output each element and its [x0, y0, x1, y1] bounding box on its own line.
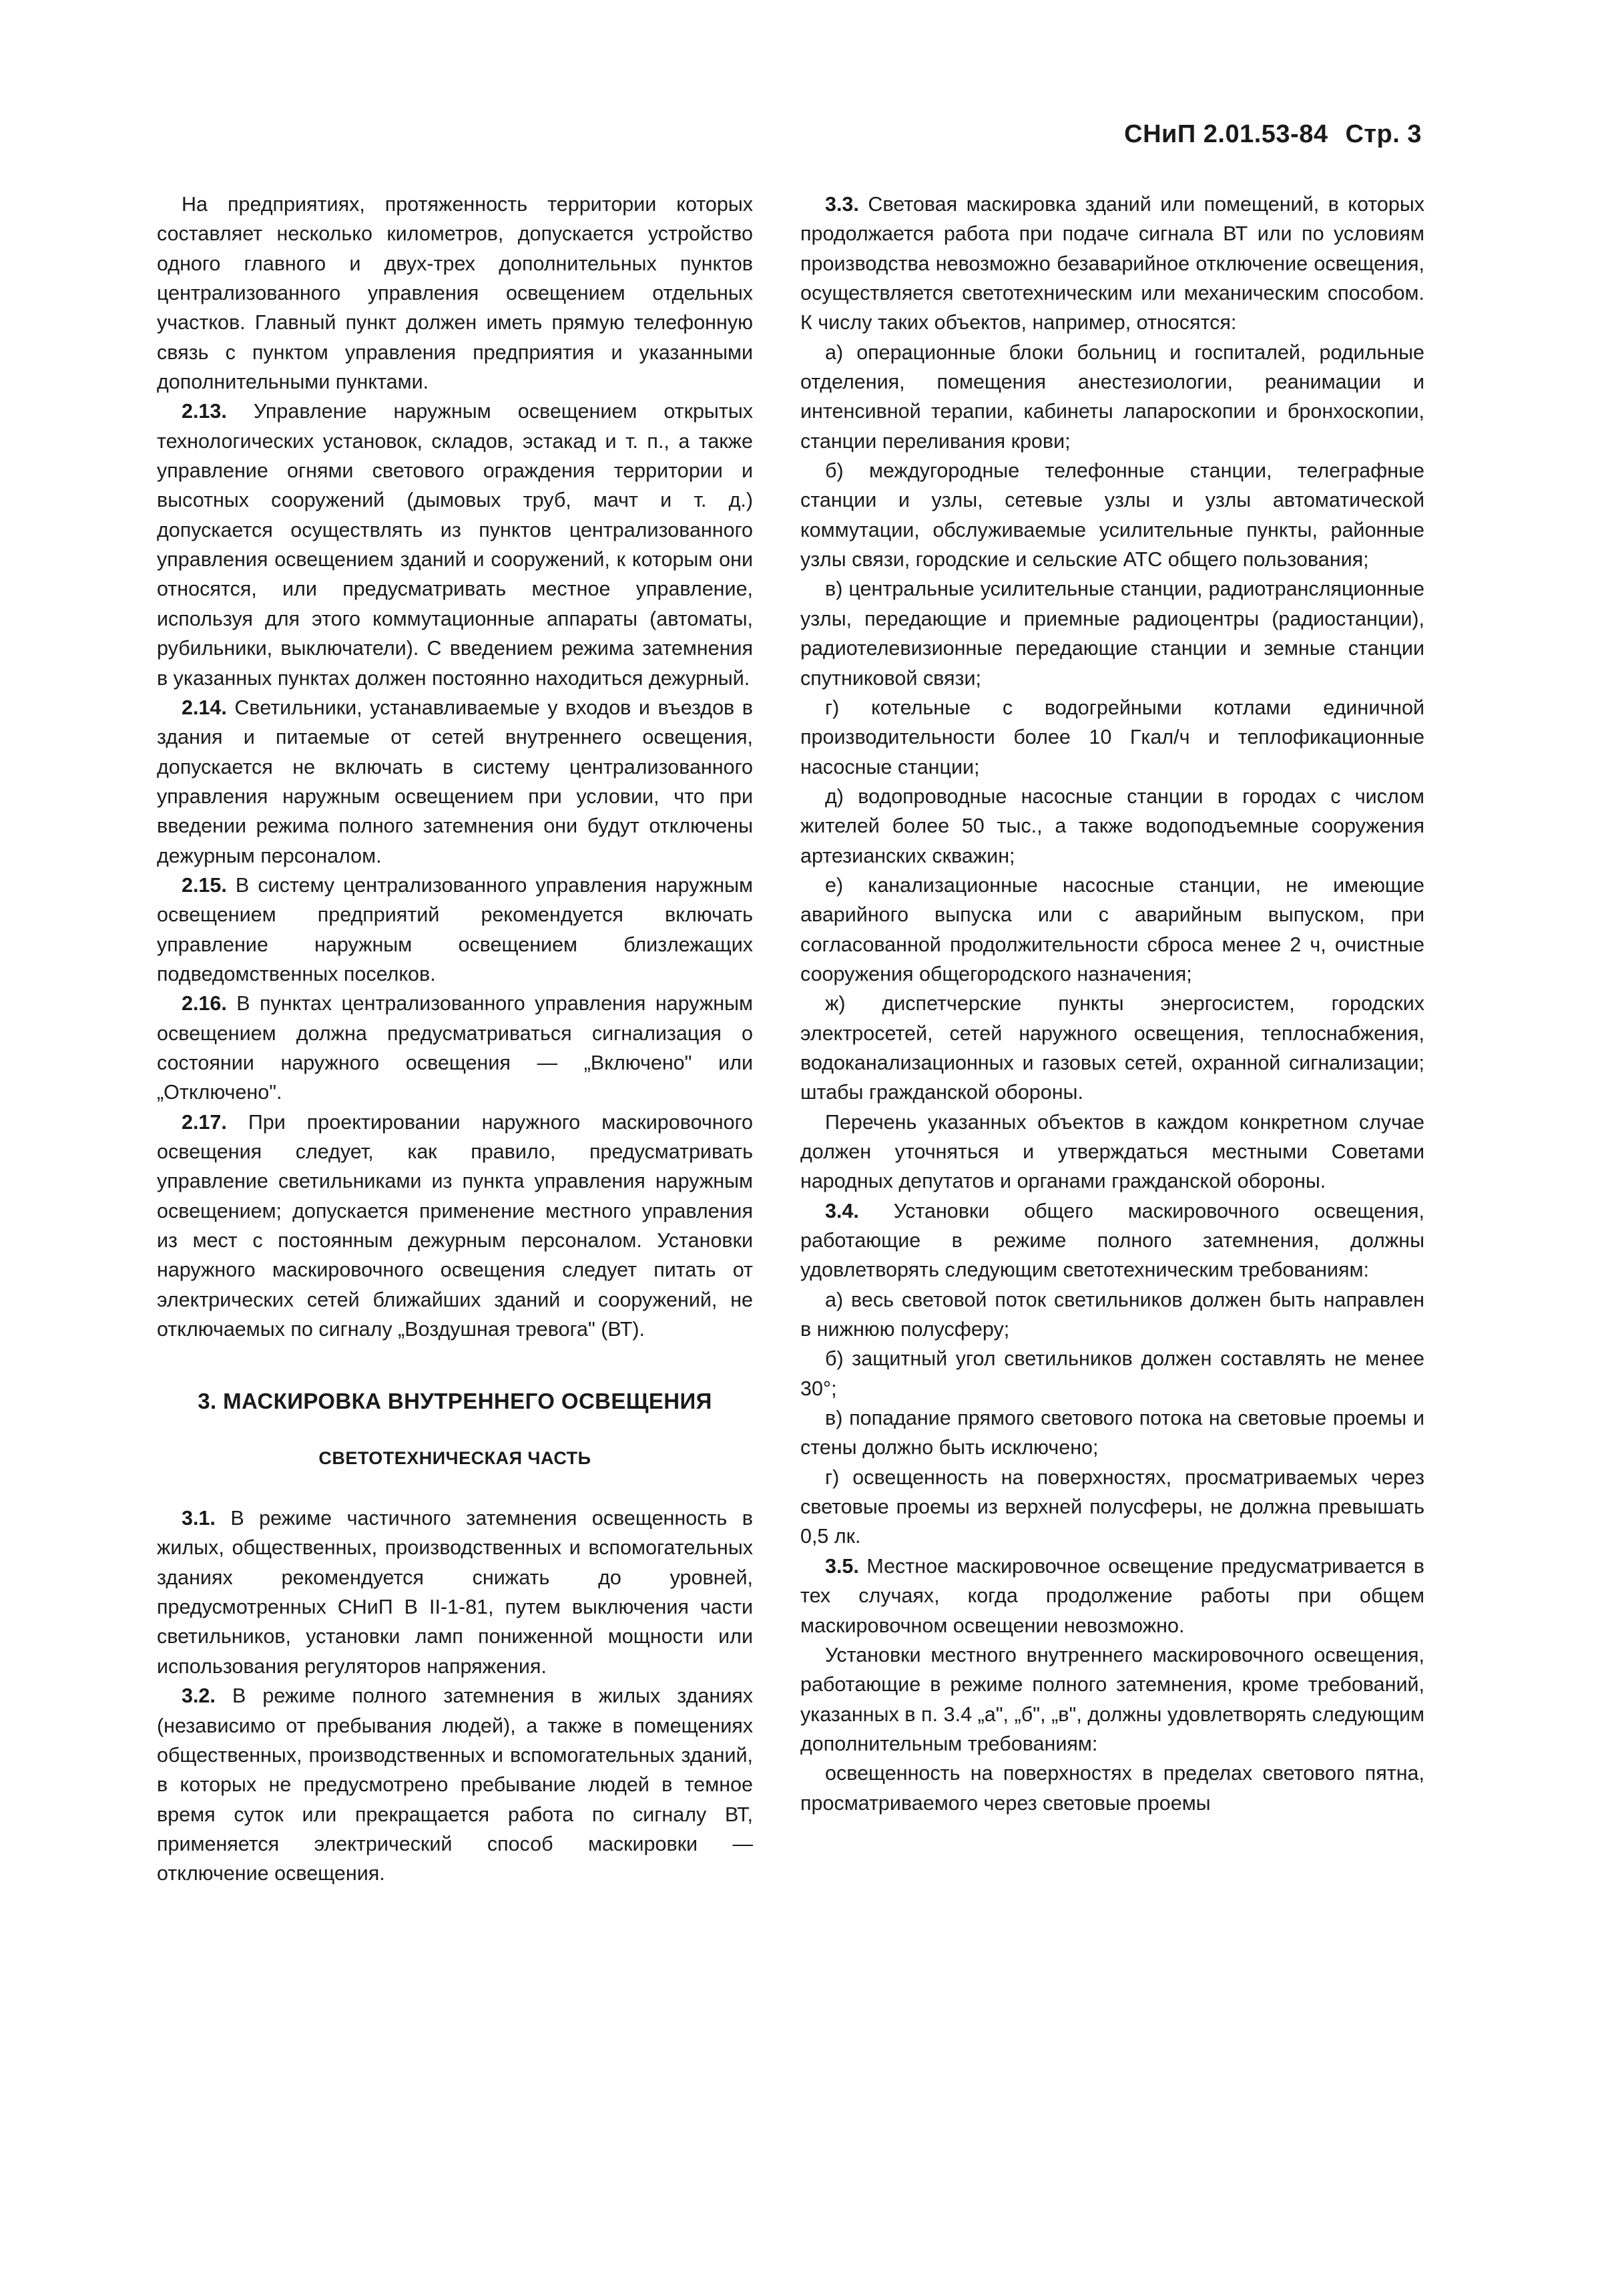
list-item: б) междугородные телефонные станции, телеграфные станции и узлы, сетевые узлы и узлы автоматической коммутации, обслуживаемые усилительные пункты, районные узлы связи, городские и сельские АТС общего пользования;	[800, 459, 1424, 571]
page-number: Стр. 3	[1345, 120, 1422, 148]
doc-code: СНиП 2.01.53-84	[1124, 120, 1328, 148]
paragraph: На предприятиях, протяженность территории которых составляет несколько километров, допускается устройство одного главного и двух-трех дополнительных пунктов централизованного управления освещением отдельных участков. Главный пункт должен иметь прямую телефонную связь с пунктом управления предприятия и указанными дополнительными пунктами.	[157, 193, 753, 394]
paragraph: освещенность на поверхностях в пределах светового пятна, просматриваемого через световые проемы	[800, 1762, 1424, 1815]
clause-text: В систему централизованного управления наружным освещением предприятий рекомендуется включать управление наружным освещением близлежащих подведомственных поселков.	[157, 873, 753, 985]
list-item: б) защитный угол светильников должен составлять не менее 30°;	[800, 1347, 1424, 1400]
section-title: 3. МАСКИРОВКА ВНУТРЕННЕГО ОСВЕЩЕНИЯ	[198, 1389, 712, 1414]
clause-text: В режиме полного затемнения в жилых зданиях (независимо от пребывания людей), а также в помещениях общественных, производственных и вспомогательных зданий, в которых не предусмотрено пребывание людей в темное время суток или прекращается работа по сигналу ВТ, применяется электрический способ маскировки — отключение освещения.	[157, 1684, 753, 1885]
list-item: а) весь световой поток светильников должен быть направлен в нижнюю полусферу;	[800, 1288, 1424, 1341]
clause-3-3	[800, 190, 1424, 338]
subsection-title: СВЕТОТЕХНИЧЕСКАЯ ЧАСТЬ	[318, 1447, 591, 1468]
left-column	[157, 190, 753, 1889]
clause-2-14	[157, 693, 753, 871]
clause-text: В режиме частичного затемнения освещенность в жилых, общественных, производственных и вспомогательных зданиях рекомендуется снижать до уровней, предусмотренных СНиП В II-1-81, путем выключения части светильников, установки ламп пониженной мощности или использования регуляторов напряжения.	[157, 1507, 753, 1678]
list-item: г) освещенность на поверхностях, просматриваемых через световые проемы из верхней полусферы, не должна превышать 0,5 лк.	[800, 1465, 1424, 1548]
clause-text: В пунктах централизованного управления наружным освещением должна предусматриваться сигнализация о состоянии наружного освещения — „Включено" или „Отключено".	[157, 992, 753, 1104]
list-item: в) центральные усилительные станции, радиотрансляционные узлы, передающие и приемные радиоцентры (радиостанции), радиотелевизионные передающие станции и земные станции спутниковой связи;	[800, 578, 1424, 690]
clause-number: 3.3.	[825, 193, 859, 216]
clause-number: 3.1.	[182, 1507, 216, 1530]
list-item: в) попадание прямого светового потока на световые проемы и стены должно быть исключено;	[800, 1407, 1424, 1459]
clause-3-4	[800, 1196, 1424, 1285]
clause-2-13	[157, 397, 753, 692]
clause-2-16	[157, 989, 753, 1107]
clause-number: 2.16.	[182, 992, 227, 1015]
clause-number: 3.5.	[825, 1554, 859, 1578]
clause-text: Световая маскировка зданий или помещений, в которых продолжается работа при подаче сигнала ВТ или по условиям производства невозможно безаварийное отключение освещения, осуществляется светотехническим или механическим способом. К числу таких объектов, например, относятся:	[800, 193, 1424, 334]
list-item: д) водопроводные насосные станции в городах с числом жителей более 50 тыс., а также водоподъемные сооружения артезианских скважин;	[800, 784, 1424, 867]
clause-number: 3.2.	[182, 1684, 216, 1708]
list-item: е) канализационные насосные станции, не имеющие аварийного выпуска или с аварийным выпуском, при согласованной продолжительности сброса менее 2 ч, очистные сооружения общегородского назначения;	[800, 873, 1424, 985]
right-column	[800, 190, 1424, 1818]
clause-number: 2.15.	[182, 873, 227, 897]
list-item: ж) диспетчерские пункты энергосистем, городских электросетей, сетей наружного освещения, теплоснабжения, водоканализационных и газовых сетей, охранной сигнализации; штабы гражданской обороны.	[800, 992, 1424, 1104]
clause-text: При проектировании наружного маскировочного освещения следует, как правило, предусматривать управление светильниками из пункта управления наружным освещением; допускается применение местного управления из мест с постоянным дежурным персоналом. Установки наружного маскировочного освещения следует питать от электрических сетей ближайших зданий и сооружений, не отключаемых по сигналу „Воздушная тревога" (ВТ).	[157, 1110, 753, 1341]
clause-3-5	[800, 1552, 1424, 1640]
clause-text: Местное маскировочное освещение предусматривается в тех случаях, когда продолжение работы при общем маскировочном освещении невозможно.	[800, 1554, 1424, 1637]
clause-number: 3.4.	[825, 1199, 859, 1222]
clause-3-2	[157, 1681, 753, 1888]
clause-number: 2.14.	[182, 696, 227, 719]
clause-text: Светильники, устанавливаемые у входов и въездов в здания и питаемые от сетей внутреннего освещения, допускается не включать в систему централизованного управления наружным освещением при условии, что при введении режима полного затемнения они будут отключены дежурным персоналом.	[157, 696, 753, 867]
clause-3-1	[157, 1504, 753, 1681]
paragraph: Установки местного внутреннего маскировочного освещения, работающие в режиме полного затемнения, кроме требований, указанных в п. 3.4 „а", „б", „в", должны удовлетворять следующим дополнительным требованиям:	[800, 1643, 1424, 1755]
paragraph: Перечень указанных объектов в каждом конкретном случае должен уточняться и утверждаться местными Советами народных депутатов и органами гражданской обороны.	[800, 1110, 1424, 1193]
clause-number: 2.13.	[182, 400, 227, 423]
clause-text: Управление наружным освещением открытых технологических установок, складов, эстакад и т. п., а также управление огнями светового ограждения территории и высотных сооружений (дымовых труб, мачт и т. д.) допускается осуществлять из пунктов централизованного управления освещением зданий и сооружений, к которым они относятся, или предусматривать местное управление, используя для этого коммутационные аппараты (автоматы, рубильники, выключатели). С введением режима затемнения в указанных пунктах должен постоянно находиться дежурный.	[157, 400, 753, 690]
list-item: г) котельные с водогрейными котлами единичной производительности более 10 Гкал/ч и теплофикационные насосные станции;	[800, 696, 1424, 778]
list-item: а) операционные блоки больниц и госпиталей, родильные отделения, помещения анестезиологии, реанимации и интенсивной терапии, кабинеты лапароскопии и бронхоскопии, станции переливания крови;	[800, 340, 1424, 453]
clause-number: 2.17.	[182, 1110, 227, 1134]
page-header	[1124, 120, 1422, 149]
clause-2-15	[157, 871, 753, 989]
clause-2-17	[157, 1108, 753, 1345]
clause-text: Установки общего маскировочного освещения, работающие в режиме полного затемнения, должны удовлетворять следующим светотехническим требованиям:	[800, 1199, 1424, 1282]
